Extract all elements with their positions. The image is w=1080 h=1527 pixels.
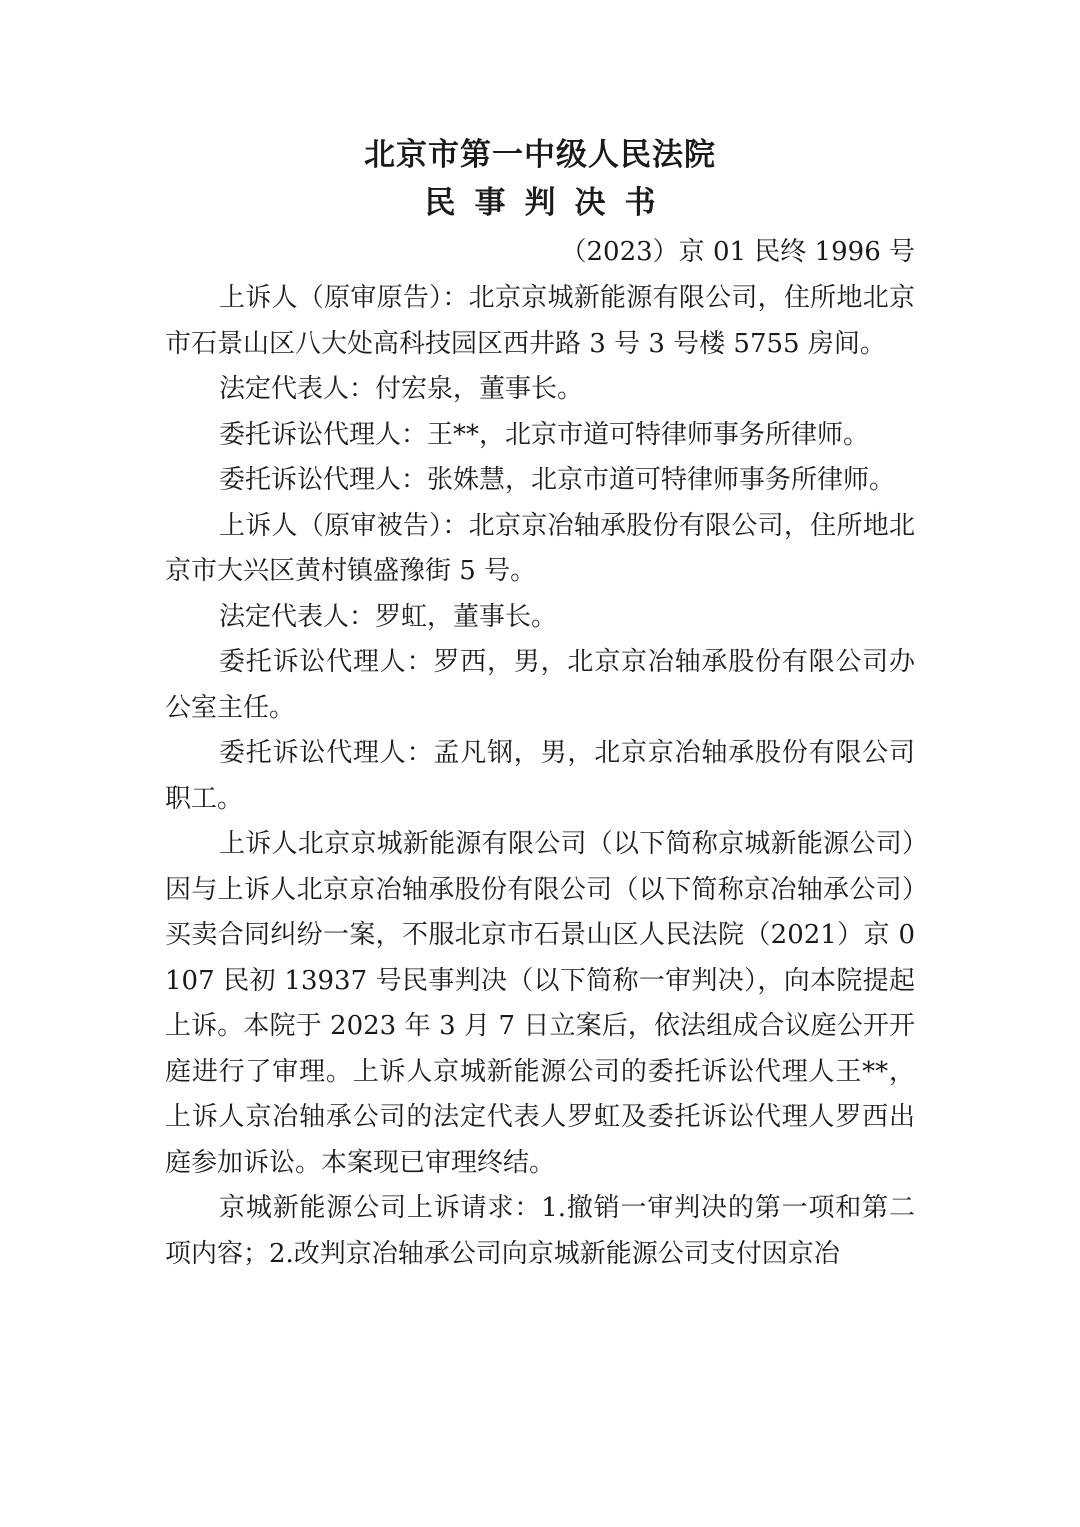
agent-2a: 委托诉讼代理人：罗西，男，北京京冶轴承股份有限公司办公室主任。 (165, 647, 915, 723)
party-appellant-1: 上诉人（原审原告）：北京京城新能源有限公司，住所地北京市石景山区八大处高科技园区西井路 3 号 3 号楼 5755 房间。 (165, 283, 915, 359)
agent-2b: 委托诉讼代理人：孟凡钢，男，北京京冶轴承股份有限公司职工。 (165, 738, 915, 814)
agent-1b: 委托诉讼代理人：张姝慧，北京市道可特律师事务所律师。 (219, 465, 896, 495)
legal-representative-1: 法定代表人：付宏泉，董事长。 (219, 374, 584, 404)
judgment-body (165, 276, 915, 1277)
case-background-paragraph: 上诉人北京京城新能源有限公司（以下简称京城新能源公司）因与上诉人北京京冶轴承股份有限公司（以下简称京冶轴承公司）买卖合同纠纷一案，不服北京市石景山区人民法院（2021）京 0107 民初 13937 号民事判决（以下简称一审判决），向本院提起上诉。本院于 2023 年 3 月 7 日立案后，依法组成合议庭公开开庭进行了审理。上诉人京城新能源公司的委托诉讼代理人王**，上诉人京冶轴承公司的法定代表人罗虹及委托诉讼代理人罗西出庭参加诉讼。本案现已审理终结。 (165, 829, 915, 1178)
case-number: （2023）京 01 民终 1996 号 (560, 237, 915, 267)
court-name-heading: 北京市第一中级人民法院 (364, 137, 716, 173)
document-type-heading: 民事判决书 (424, 185, 675, 221)
legal-representative-2: 法定代表人：罗虹，董事长。 (219, 601, 558, 632)
appeal-request-paragraph: 京城新能源公司上诉请求：1.撤销一审判决的第一项和第二项内容；2.改判京冶轴承公司向京城新能源公司支付因京冶 (165, 1193, 915, 1269)
party-appellant-2: 上诉人（原审被告）：北京京冶轴承股份有限公司，住所地北京市大兴区黄村镇盛豫街 5 号。 (165, 510, 915, 586)
agent-1a: 委托诉讼代理人：王**，北京市道可特律师事务所律师。 (219, 419, 870, 450)
